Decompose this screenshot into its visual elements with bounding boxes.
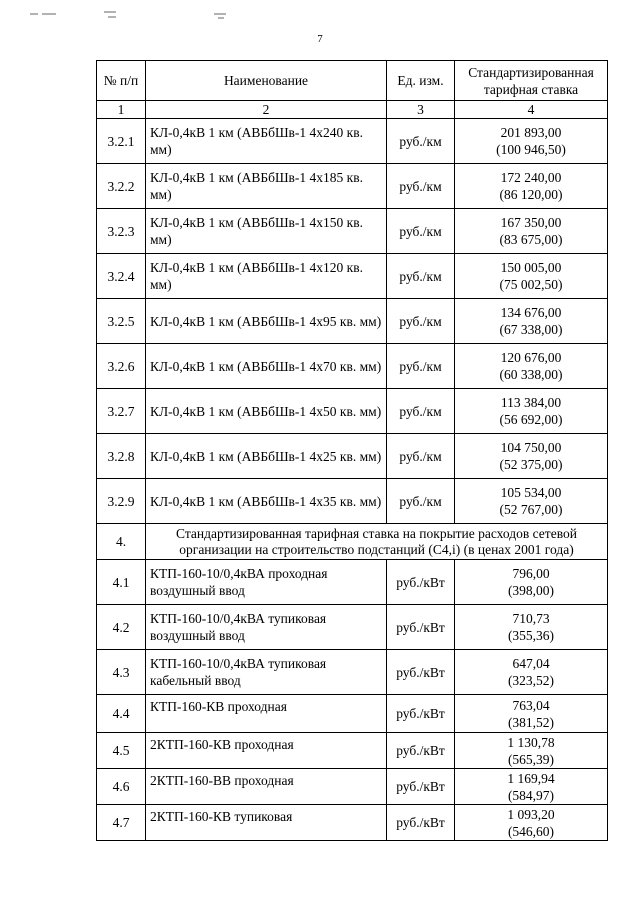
row-name: КЛ-0,4кВ 1 км (АВБбШв-1 4х70 кв. мм) bbox=[146, 344, 387, 389]
rate-value: 104 750,00 bbox=[500, 440, 562, 455]
row-name: КЛ-0,4кВ 1 км (АВБбШв-1 4х240 кв. мм) bbox=[146, 119, 387, 164]
row-rate bbox=[455, 254, 608, 299]
table-row bbox=[97, 733, 608, 769]
rate-value: 710,73 bbox=[512, 611, 550, 626]
rate-value-sub: (52 375,00) bbox=[499, 457, 563, 472]
row-name: КЛ-0,4кВ 1 км (АВБбШв-1 4х185 кв. мм) bbox=[146, 164, 387, 209]
row-number: 4.2 bbox=[97, 605, 146, 650]
table-row bbox=[97, 650, 608, 695]
row-rate bbox=[455, 769, 608, 805]
row-number: 4.5 bbox=[97, 733, 146, 769]
table-row bbox=[97, 434, 608, 479]
rate-value: 150 005,00 bbox=[500, 260, 562, 275]
table-row bbox=[97, 254, 608, 299]
row-rate bbox=[455, 119, 608, 164]
row-name: КТП-160-10/0,4кВА проходная воздушный ввод bbox=[146, 560, 387, 605]
row-number: 4.3 bbox=[97, 650, 146, 695]
row-rate bbox=[455, 560, 608, 605]
row-unit: руб./км bbox=[387, 389, 455, 434]
row-name: КЛ-0,4кВ 1 км (АВБбШв-1 4х95 кв. мм) bbox=[146, 299, 387, 344]
table-row bbox=[97, 164, 608, 209]
scan-artifact-marks bbox=[30, 8, 230, 24]
page-number: 7 bbox=[317, 33, 323, 45]
section-number: 4. bbox=[97, 524, 146, 560]
header-row bbox=[97, 61, 608, 101]
row-number: 4.6 bbox=[97, 769, 146, 805]
column-index: 3 bbox=[387, 101, 455, 119]
row-unit: руб./км bbox=[387, 344, 455, 389]
row-name: КЛ-0,4кВ 1 км (АВБбШв-1 4х120 кв. мм) bbox=[146, 254, 387, 299]
rate-value: 1 093,20 bbox=[507, 806, 555, 822]
table-row bbox=[97, 560, 608, 605]
row-number: 4.7 bbox=[97, 805, 146, 841]
row-rate bbox=[455, 389, 608, 434]
row-unit: руб./кВт bbox=[387, 605, 455, 650]
column-index: 4 bbox=[455, 101, 608, 119]
row-unit: руб./кВт bbox=[387, 650, 455, 695]
header-name: Наименование bbox=[146, 61, 387, 101]
tariff-table bbox=[96, 60, 608, 841]
rate-value: 134 676,00 bbox=[500, 305, 562, 320]
row-name: 2КТП-160-ВВ проходная bbox=[146, 769, 387, 805]
row-name: КЛ-0,4кВ 1 км (АВБбШв-1 4х25 кв. мм) bbox=[146, 434, 387, 479]
rate-value: 1 130,78 bbox=[507, 734, 555, 750]
table-row bbox=[97, 299, 608, 344]
section-row bbox=[97, 524, 608, 560]
row-number: 3.2.8 bbox=[97, 434, 146, 479]
row-unit: руб./км bbox=[387, 299, 455, 344]
rate-value: 1 169,94 bbox=[507, 770, 555, 786]
rate-value-sub: (83 675,00) bbox=[499, 232, 563, 247]
rate-value-sub: (56 692,00) bbox=[499, 412, 563, 427]
row-rate bbox=[455, 695, 608, 733]
table-row bbox=[97, 389, 608, 434]
row-unit: руб./км bbox=[387, 164, 455, 209]
row-rate bbox=[455, 805, 608, 841]
header-rate: Стандартизированная тарифная ставка bbox=[455, 61, 608, 101]
row-unit: руб./кВт bbox=[387, 733, 455, 769]
row-rate bbox=[455, 733, 608, 769]
row-unit: руб./кВт bbox=[387, 560, 455, 605]
table-row bbox=[97, 119, 608, 164]
header-num: № п/п bbox=[97, 61, 146, 101]
table-row bbox=[97, 344, 608, 389]
table-row bbox=[97, 695, 608, 733]
column-index-row bbox=[97, 101, 608, 119]
rate-value-sub: (546,60) bbox=[507, 823, 555, 839]
rate-value: 796,00 bbox=[512, 566, 550, 581]
rate-value: 201 893,00 bbox=[500, 125, 562, 140]
rate-value: 105 534,00 bbox=[500, 485, 562, 500]
row-name: КТП-160-10/0,4кВА тупиковая кабельный ввод bbox=[146, 650, 387, 695]
row-number: 3.2.4 bbox=[97, 254, 146, 299]
rate-value-sub: (67 338,00) bbox=[499, 322, 563, 337]
row-number: 3.2.9 bbox=[97, 479, 146, 524]
row-name: 2КТП-160-КВ проходная bbox=[146, 733, 387, 769]
rate-value-sub: (86 120,00) bbox=[499, 187, 563, 202]
rate-value-sub: (323,52) bbox=[507, 673, 555, 688]
row-name: КЛ-0,4кВ 1 км (АВБбШв-1 4х50 кв. мм) bbox=[146, 389, 387, 434]
rate-value-sub: (60 338,00) bbox=[499, 367, 563, 382]
row-unit: руб./км bbox=[387, 434, 455, 479]
row-number: 3.2.2 bbox=[97, 164, 146, 209]
row-number: 4.1 bbox=[97, 560, 146, 605]
rate-value-sub: (584,97) bbox=[507, 787, 555, 803]
rate-value: 113 384,00 bbox=[500, 395, 562, 410]
row-rate bbox=[455, 650, 608, 695]
row-rate bbox=[455, 479, 608, 524]
row-unit: руб./км bbox=[387, 479, 455, 524]
rate-value-sub: (565,39) bbox=[507, 751, 555, 767]
header-unit: Ед. изм. bbox=[387, 61, 455, 101]
row-name: КТП-160-КВ проходная bbox=[146, 695, 387, 733]
rate-value-sub: (100 946,50) bbox=[496, 142, 566, 157]
row-number: 4.4 bbox=[97, 695, 146, 733]
rate-value: 167 350,00 bbox=[500, 215, 562, 230]
row-unit: руб./кВт bbox=[387, 695, 455, 733]
row-rate bbox=[455, 164, 608, 209]
row-rate bbox=[455, 434, 608, 479]
table-row bbox=[97, 479, 608, 524]
row-rate bbox=[455, 344, 608, 389]
row-unit: руб./кВт bbox=[387, 769, 455, 805]
table-row bbox=[97, 805, 608, 841]
row-unit: руб./км bbox=[387, 254, 455, 299]
table-row bbox=[97, 605, 608, 650]
row-name: КЛ-0,4кВ 1 км (АВБбШв-1 4х150 кв. мм) bbox=[146, 209, 387, 254]
row-number: 3.2.3 bbox=[97, 209, 146, 254]
column-index: 2 bbox=[146, 101, 387, 119]
column-index: 1 bbox=[97, 101, 146, 119]
section-title: Стандартизированная тарифная ставка на покрытие расходов сетевой организации на строительство подстанций (С4,i) (в ценах 2001 года) bbox=[146, 524, 608, 560]
row-rate bbox=[455, 209, 608, 254]
row-name: КТП-160-10/0,4кВА тупиковая воздушный ввод bbox=[146, 605, 387, 650]
row-number: 3.2.5 bbox=[97, 299, 146, 344]
table-row bbox=[97, 769, 608, 805]
row-rate bbox=[455, 299, 608, 344]
rate-value: 172 240,00 bbox=[500, 170, 562, 185]
rate-value-sub: (75 002,50) bbox=[499, 277, 563, 292]
rate-value: 120 676,00 bbox=[500, 350, 562, 365]
rate-value: 763,04 bbox=[512, 697, 550, 713]
row-number: 3.2.7 bbox=[97, 389, 146, 434]
rate-value-sub: (52 767,00) bbox=[499, 502, 563, 517]
row-unit: руб./км bbox=[387, 119, 455, 164]
table-row bbox=[97, 209, 608, 254]
rate-value: 647,04 bbox=[512, 656, 550, 671]
rate-value-sub: (381,52) bbox=[507, 714, 555, 730]
row-name: КЛ-0,4кВ 1 км (АВБбШв-1 4х35 кв. мм) bbox=[146, 479, 387, 524]
row-rate bbox=[455, 605, 608, 650]
rate-value-sub: (398,00) bbox=[507, 583, 555, 598]
row-unit: руб./кВт bbox=[387, 805, 455, 841]
row-number: 3.2.1 bbox=[97, 119, 146, 164]
row-number: 3.2.6 bbox=[97, 344, 146, 389]
rate-value-sub: (355,36) bbox=[507, 628, 555, 643]
row-unit: руб./км bbox=[387, 209, 455, 254]
row-name: 2КТП-160-КВ тупиковая bbox=[146, 805, 387, 841]
